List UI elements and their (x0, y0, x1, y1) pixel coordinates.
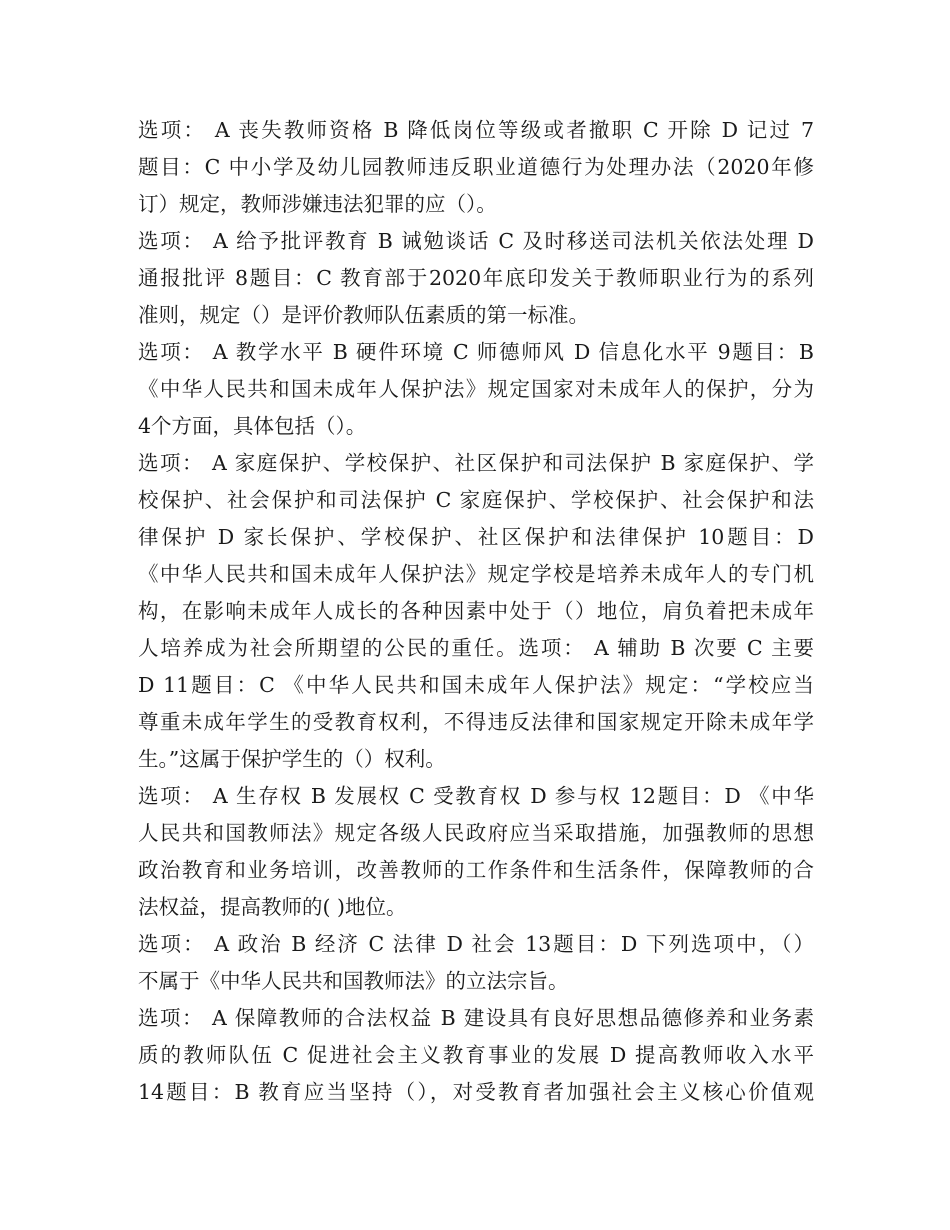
text-line: 不属于《中华人民共和国教师法》的立法宗旨。 (138, 969, 569, 993)
text-line: 选项： A 给予批评教育 B 诫勉谈话 C 及时移送司法机关依法处理 D (138, 229, 814, 253)
text-line: 《中华人民共和国未成年人保护法》规定学校是培养未成年人的专门机 (138, 562, 814, 586)
text-line: 选项： A 政治 B 经济 C 法律 D 社会 13题目：D 下列选项中，（） (138, 932, 814, 956)
text-line: 人民共和国教师法》规定各级人民政府应当采取措施，加强教师的思想 (138, 821, 814, 845)
text-line: 4个方面，具体包括（）。 (138, 414, 367, 438)
document-body (138, 112, 814, 1111)
text-line: 质的教师队伍 C 促进社会主义教育事业的发展 D 提高教师收入水平 (138, 1043, 814, 1067)
text-line: 法权益，提高教师的( )地位。 (138, 895, 407, 919)
text-line: 政治教育和业务培训，改善教师的工作条件和生活条件，保障教师的合 (138, 858, 814, 882)
text-line: 构，在影响未成年人成长的各种因素中处于（）地位，肩负着把未成年 (138, 599, 814, 623)
text-line: 选项： A 丧失教师资格 B 降低岗位等级或者撤职 C 开除 D 记过 7 (138, 118, 814, 142)
text-line: 律保护 D 家长保护、学校保护、社区保护和法律保护 10题目：D (138, 525, 814, 549)
text-line: 生。”这属于保护学生的（）权利。 (138, 747, 446, 771)
text-line: 订）规定，教师涉嫌违法犯罪的应（）。 (138, 192, 497, 216)
text-line: 校保护、社会保护和司法保护 C 家庭保护、学校保护、社会保护和法 (138, 488, 814, 512)
text-line: 准则，规定（）是评价教师队伍素质的第一标准。 (138, 303, 589, 327)
text-line: 题目：C 中小学及幼儿园教师违反职业道德行为处理办法（2020年修 (138, 155, 814, 179)
text-line: 选项： A 教学水平 B 硬件环境 C 师德师风 D 信息化水平 9题目：B (138, 340, 814, 364)
text-line: 人培养成为社会所期望的公民的重任。选项： A 辅助 B 次要 C 主要 (138, 636, 814, 660)
text-line: 《中华人民共和国未成年人保护法》规定国家对未成年人的保护，分为 (138, 377, 814, 401)
text-line: 选项： A 保障教师的合法权益 B 建设具有良好思想品德修养和业务素 (138, 1006, 814, 1030)
text-line: 14题目：B 教育应当坚持（），对受教育者加强社会主义核心价值观 (138, 1080, 814, 1104)
text-line: 选项： A 生存权 B 发展权 C 受教育权 D 参与权 12题目：D 《中华 (138, 784, 814, 808)
text-line: 尊重未成年学生的受教育权利，不得违反法律和国家规定开除未成年学 (138, 710, 814, 734)
text-line: D 11题目：C 《中华人民共和国未成年人保护法》规定：“学校应当 (138, 673, 814, 697)
text-line: 通报批评 8题目：C 教育部于2020年底印发关于教师职业行为的系列 (138, 266, 814, 290)
text-line: 选项： A 家庭保护、学校保护、社区保护和司法保护 B 家庭保护、学 (138, 451, 814, 475)
